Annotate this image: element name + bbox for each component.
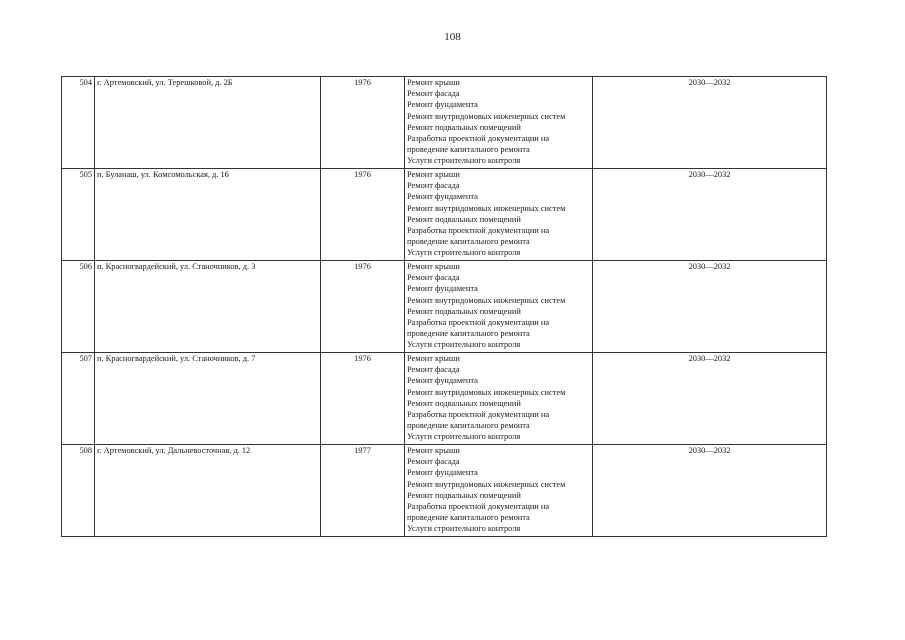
work-item: Ремонт внутридомовых инженерных систем (407, 295, 566, 305)
work-item: Ремонт фундамента (407, 376, 478, 386)
work-item: Услуги строительного контроля (407, 248, 521, 258)
work-item: проведение капитального ремонта (407, 421, 530, 431)
year-built-cell: 1976 (321, 169, 405, 261)
work-item: Услуги строительного контроля (407, 432, 521, 442)
work-item: Ремонт крыши (407, 170, 460, 179)
year-built-cell: 1976 (321, 353, 405, 445)
work-item: Услуги строительного контроля (407, 524, 521, 534)
row-number-cell: 506 (62, 261, 95, 353)
page-number: 108 (444, 31, 461, 43)
work-item: Разработка проектной документации на (407, 318, 550, 328)
works-list-cell (405, 261, 593, 353)
row-number-cell: 507 (62, 353, 95, 445)
work-item: Разработка проектной документации на (407, 502, 550, 512)
table-row (62, 445, 827, 537)
work-item: Ремонт фасада (407, 89, 460, 99)
year-built-cell: 1976 (321, 261, 405, 353)
work-item: Ремонт подвальных помещений (407, 306, 521, 316)
work-item: Услуги строительного контроля (407, 340, 521, 350)
work-item: Ремонт подвальных помещений (407, 398, 521, 408)
work-item: Ремонт внутридомовых инженерных систем (407, 479, 566, 489)
work-item: Ремонт фундамента (407, 284, 478, 294)
work-item: проведение капитального ремонта (407, 237, 530, 247)
repair-period-cell: 2030—2032 (593, 261, 827, 353)
year-built-cell: 1977 (321, 445, 405, 537)
work-item: Услуги строительного контроля (407, 156, 521, 166)
table-row (62, 169, 827, 261)
work-item: Ремонт фундамента (407, 468, 478, 478)
works-list-cell (405, 445, 593, 537)
work-item: Ремонт внутридомовых инженерных систем (407, 203, 566, 213)
work-item: Ремонт фасада (407, 181, 460, 191)
address-cell: п. Буланаш, ул. Комсомольская, д. 16 (95, 169, 321, 261)
work-item: Ремонт крыши (407, 354, 460, 363)
work-item: Ремонт подвальных помещений (407, 490, 521, 500)
address-cell: п. Красногвардейский, ул. Станочников, д. 3 (95, 261, 321, 353)
work-item: Ремонт крыши (407, 262, 460, 271)
address-cell: п. Красногвардейский, ул. Станочников, д. 7 (95, 353, 321, 445)
work-item: Ремонт крыши (407, 78, 460, 87)
table-row (62, 261, 827, 353)
repair-period-cell: 2030—2032 (593, 353, 827, 445)
work-item: Ремонт фасада (407, 365, 460, 375)
repair-schedule-table (61, 76, 827, 537)
work-item: Ремонт внутридомовых инженерных систем (407, 111, 566, 121)
work-item: Разработка проектной документации на (407, 226, 550, 236)
row-number-cell: 508 (62, 445, 95, 537)
works-list-cell (405, 353, 593, 445)
work-item: Ремонт подвальных помещений (407, 122, 521, 132)
work-item: Ремонт подвальных помещений (407, 214, 521, 224)
address-cell: г. Артемовский, ул. Дальневосточная, д. 12 (95, 445, 321, 537)
work-item: Ремонт крыши (407, 446, 460, 455)
works-list-cell (405, 77, 593, 169)
work-item: проведение капитального ремонта (407, 145, 530, 155)
address-cell: г. Артемовский, ул. Терешковой, д. 2Б (95, 77, 321, 169)
work-item: Ремонт фундамента (407, 192, 478, 202)
table-body (62, 77, 827, 537)
row-number-cell: 505 (62, 169, 95, 261)
work-item: Ремонт фасада (407, 273, 460, 283)
repair-period-cell: 2030—2032 (593, 77, 827, 169)
repair-period-cell: 2030—2032 (593, 169, 827, 261)
work-item: Ремонт фасада (407, 457, 460, 467)
work-item: Ремонт внутридомовых инженерных систем (407, 387, 566, 397)
work-item: проведение капитального ремонта (407, 513, 530, 523)
table-row (62, 77, 827, 169)
table-row (62, 353, 827, 445)
works-list-cell (405, 169, 593, 261)
work-item: Разработка проектной документации на (407, 410, 550, 420)
work-item: проведение капитального ремонта (407, 329, 530, 339)
year-built-cell: 1976 (321, 77, 405, 169)
repair-period-cell: 2030—2032 (593, 445, 827, 537)
work-item: Разработка проектной документации на (407, 134, 550, 144)
row-number-cell: 504 (62, 77, 95, 169)
work-item: Ремонт фундамента (407, 100, 478, 110)
